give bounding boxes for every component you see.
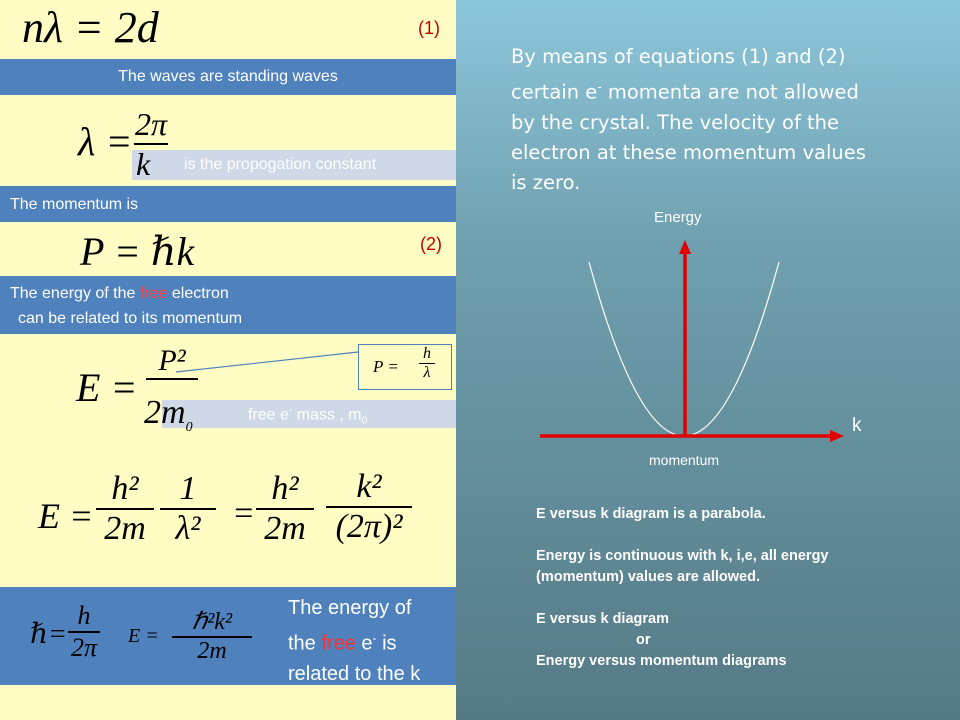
note-parabola: E versus k diagram is a parabola. bbox=[536, 506, 766, 522]
free-mass-sup: - bbox=[288, 405, 293, 416]
lambda2: λ² bbox=[175, 510, 201, 547]
intro-line4: electron at these momentum values bbox=[511, 140, 866, 164]
energy-line-1-pre: The energy of the bbox=[10, 285, 140, 302]
energy-line-2: can be related to its momentum bbox=[18, 310, 243, 327]
free-mass-pre: free e bbox=[248, 406, 289, 424]
two-pi-num: 2π bbox=[134, 106, 168, 142]
intro-line5: is zero. bbox=[511, 170, 581, 194]
propagation-text: is the propogation constant bbox=[184, 156, 377, 173]
intro-line2-sup: - bbox=[597, 80, 602, 94]
inset-box bbox=[358, 344, 452, 390]
k-axis-label: k bbox=[852, 415, 862, 436]
hbar2k2: ℏ²k² bbox=[191, 609, 233, 635]
notes-block bbox=[536, 504, 829, 672]
free-mass-post: mass , m bbox=[292, 406, 362, 424]
standing-waves-text: The waves are standing waves bbox=[118, 68, 338, 85]
bottom-note-line1: The energy of bbox=[288, 597, 412, 619]
h2-a: h² bbox=[111, 470, 139, 507]
note-continuous-1: Energy is continuous with k, i,e, all energy bbox=[536, 548, 829, 564]
two-pi-den: 2π bbox=[70, 633, 98, 662]
h-over-2pi bbox=[68, 601, 100, 663]
k-arrowhead bbox=[830, 430, 844, 442]
one: 1 bbox=[179, 470, 197, 507]
bottom-note-e: e bbox=[355, 632, 373, 655]
connector-line bbox=[0, 0, 456, 400]
p-squared: P² bbox=[158, 344, 186, 377]
momentum-axis-label: momentum bbox=[649, 452, 720, 468]
note-spacer bbox=[536, 588, 829, 609]
lambda-label: λ = bbox=[78, 119, 133, 164]
equation-bragg: nλ = 2d bbox=[22, 3, 159, 52]
equals-sign: = bbox=[232, 495, 255, 532]
inset-h-over-lambda bbox=[419, 345, 435, 382]
e-k-diagram bbox=[456, 0, 960, 480]
intro-line2-pre: certain e bbox=[511, 80, 598, 104]
free-mass-text bbox=[248, 405, 367, 427]
bottom-note-free: free bbox=[321, 632, 356, 655]
k2-over-2pi-sq bbox=[326, 468, 412, 546]
note-diagram-2: Energy versus momentum diagrams bbox=[536, 653, 787, 669]
h2-b: h² bbox=[271, 470, 299, 507]
h2-over-2m-b bbox=[256, 470, 314, 548]
momentum-equation: P = ℏk bbox=[80, 229, 195, 274]
momentum-text: The momentum is bbox=[10, 196, 139, 213]
long-E: E = bbox=[38, 496, 94, 536]
note-spacer bbox=[536, 525, 829, 546]
bottom-note-post: is bbox=[376, 632, 397, 655]
energy-line-1-post: electron bbox=[167, 285, 229, 302]
two-m-c: 2m bbox=[197, 638, 227, 664]
k-symbol: k bbox=[136, 146, 151, 182]
hbar-eq: ℏ= bbox=[30, 619, 67, 650]
equation-number-2: (2) bbox=[420, 234, 442, 254]
two-m-symbol bbox=[144, 394, 193, 436]
E-small: E = bbox=[128, 625, 159, 647]
one-over-lambda2 bbox=[160, 470, 216, 548]
bottom-note-sup: - bbox=[372, 631, 377, 645]
bottom-note-line3: related to the k bbox=[288, 662, 421, 685]
note-continuous-2: (momentum) values are allowed. bbox=[536, 569, 761, 585]
bottom-note-line2-pre: the bbox=[288, 632, 322, 655]
bottom-note bbox=[288, 593, 420, 689]
equation-number-1: (1) bbox=[418, 18, 440, 38]
m0-subscript: 0 bbox=[185, 419, 193, 435]
free-mass-sub: 0 bbox=[361, 415, 368, 427]
note-diagram-or: or bbox=[636, 632, 651, 648]
h2-over-2m-a bbox=[96, 470, 154, 548]
note-diagram-1: E versus k diagram bbox=[536, 611, 669, 627]
bottom-band bbox=[0, 587, 456, 685]
k2: k² bbox=[356, 468, 382, 505]
inset-h: h bbox=[423, 345, 431, 362]
two-pi-sq: (2π)² bbox=[335, 508, 403, 545]
h-num: h bbox=[77, 601, 91, 630]
energy-E: E = bbox=[76, 365, 138, 410]
two-m-text: 2m bbox=[144, 394, 186, 431]
inset-P: P = bbox=[373, 357, 399, 376]
hbar2k2-over-2m bbox=[172, 607, 252, 665]
two-m-b: 2m bbox=[264, 510, 306, 547]
energy-free-word: free bbox=[139, 285, 168, 302]
bottom-note-line2 bbox=[288, 623, 420, 659]
right-panel bbox=[456, 0, 960, 720]
intro-line1: By means of equations (1) and (2) bbox=[511, 45, 846, 68]
two-m-a: 2m bbox=[104, 510, 146, 547]
intro-line3: by the crystal. The velocity of the bbox=[511, 110, 840, 134]
left-panel bbox=[0, 0, 456, 720]
inset-lambda: λ bbox=[423, 364, 431, 381]
energy-arrowhead bbox=[679, 240, 691, 254]
intro-line2-post: momenta are not allowed bbox=[601, 80, 859, 104]
free-mass-caption bbox=[144, 394, 456, 435]
energy-axis-label: Energy bbox=[654, 209, 702, 226]
